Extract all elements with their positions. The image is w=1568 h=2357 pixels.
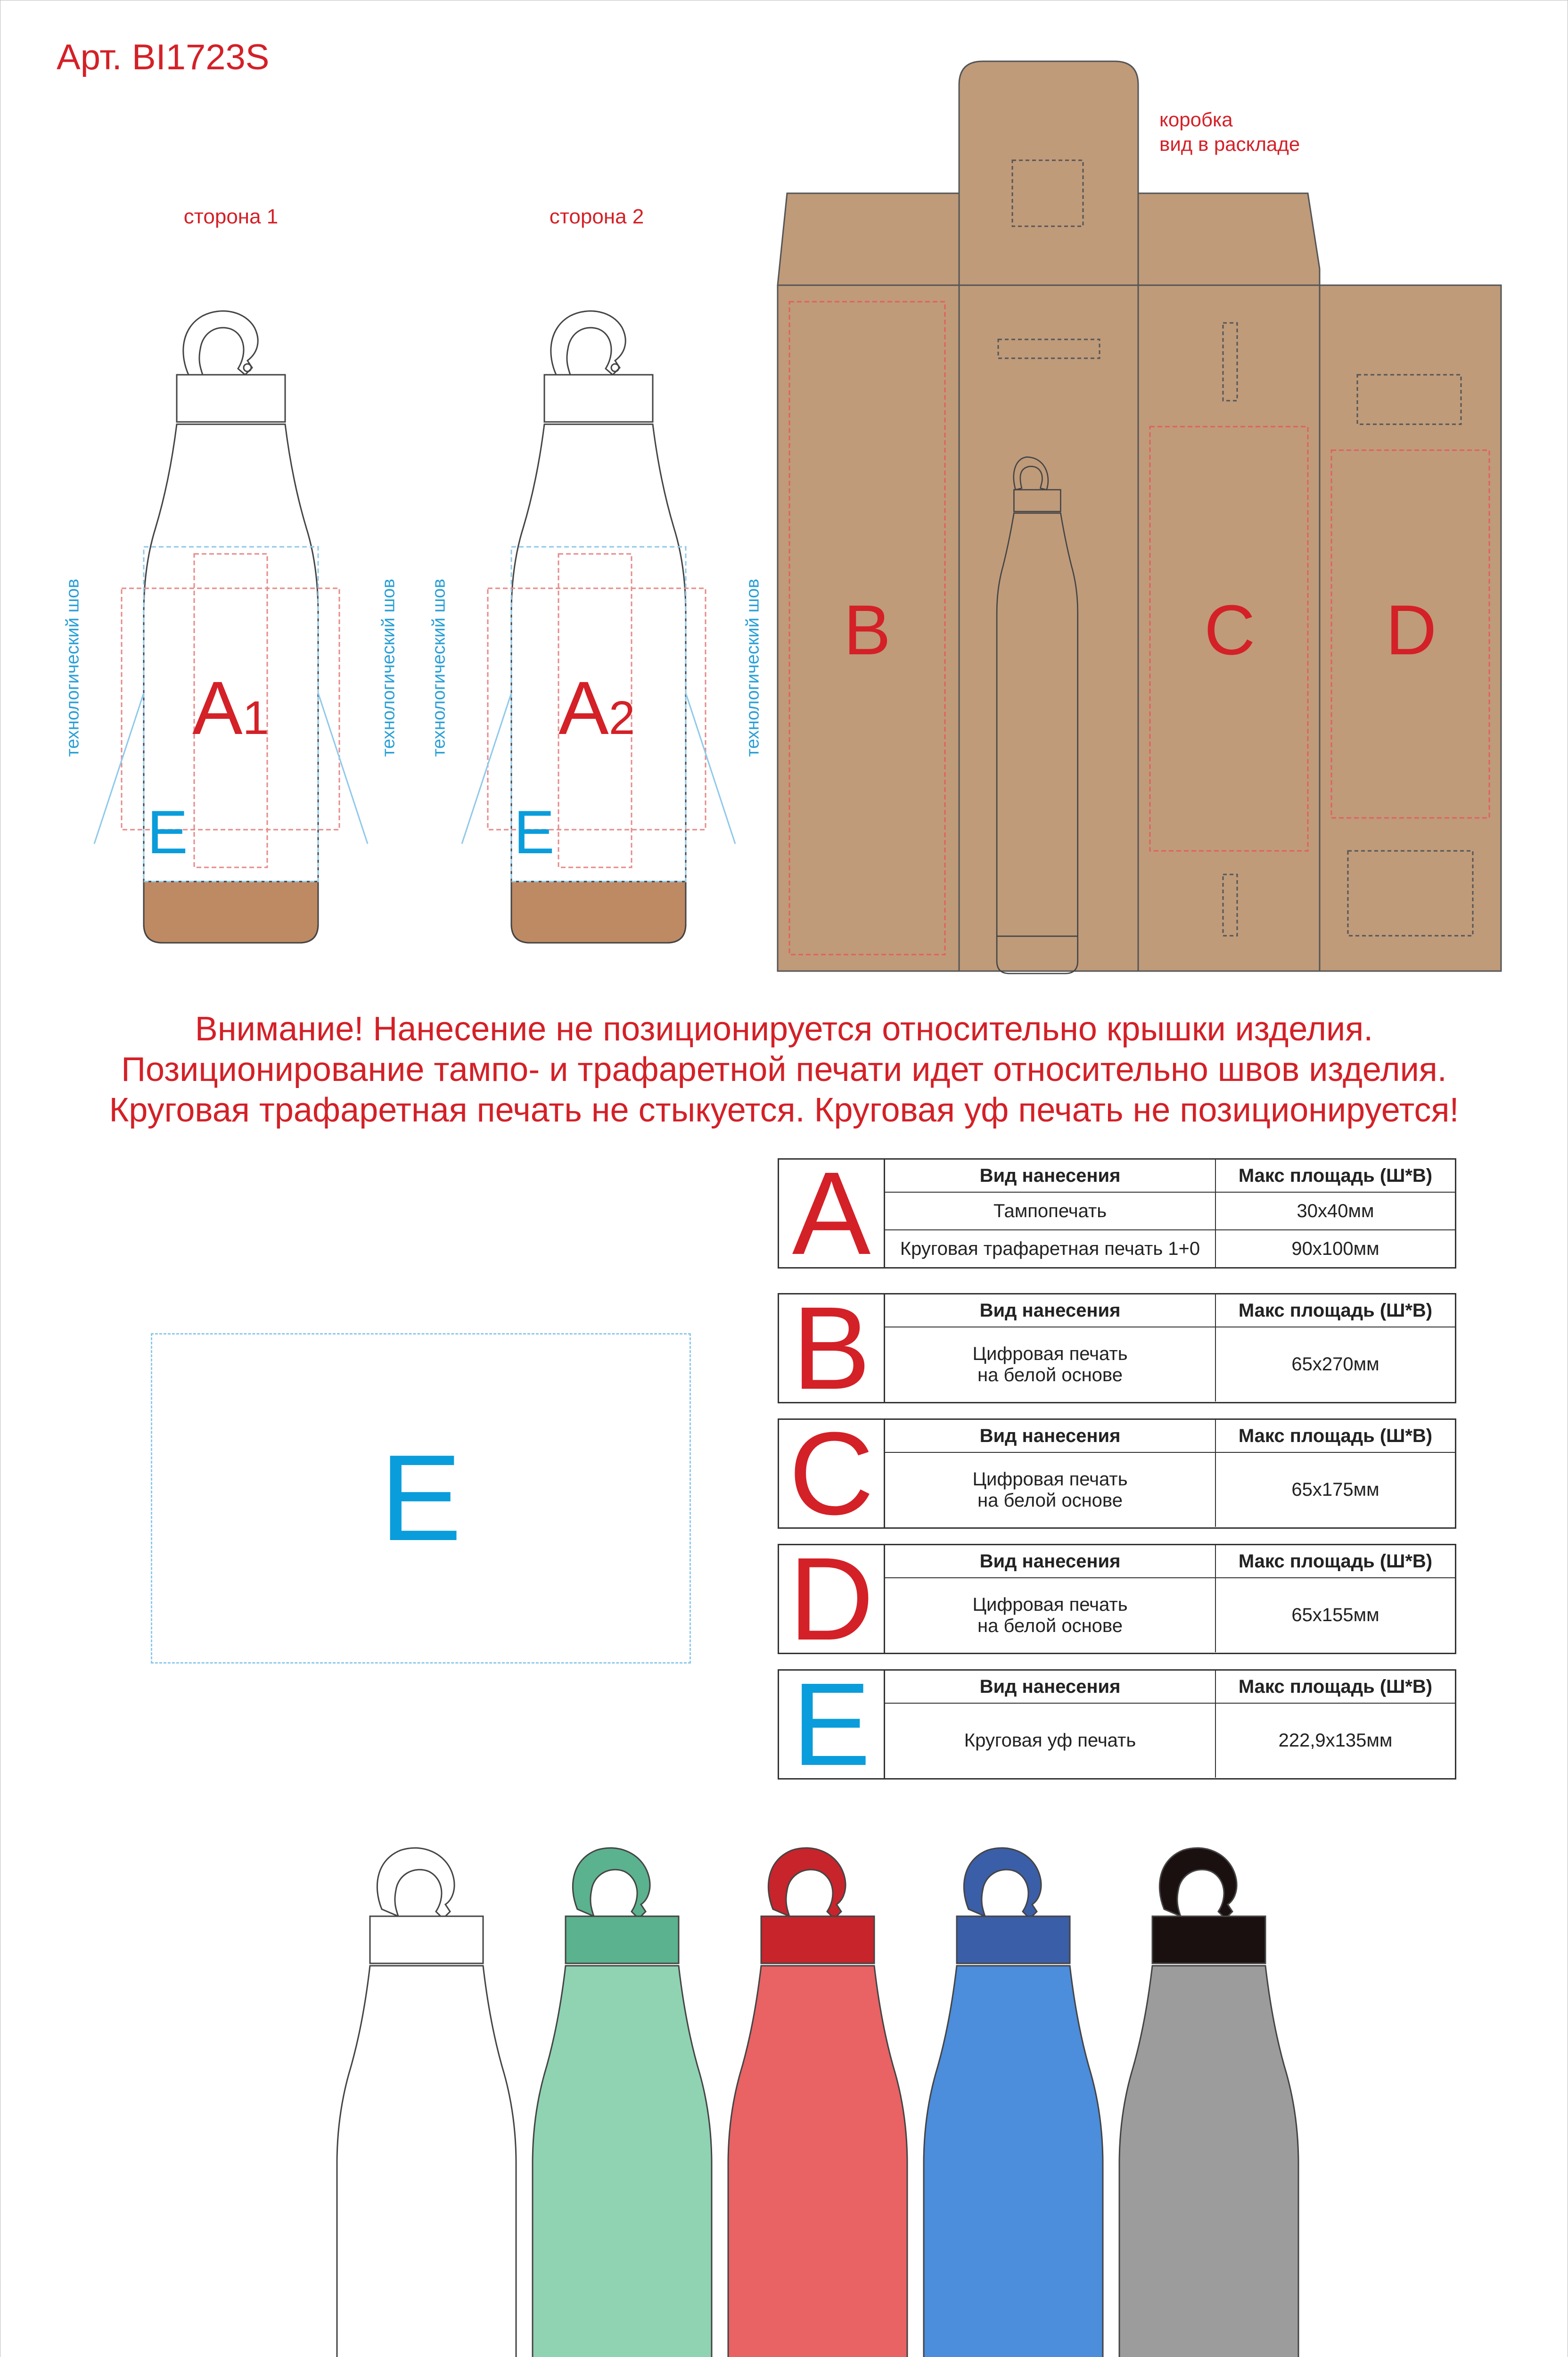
table-d-row1-method: Цифровая печать на белой основе — [885, 1578, 1216, 1652]
side-1-label: сторона 1 — [183, 205, 279, 228]
box-label-line1: коробка — [1159, 108, 1233, 131]
bottle-variant-1 — [337, 1848, 516, 2357]
table-d-header-area: Макс площадь (Ш*В) — [1238, 1550, 1433, 1572]
bottle-variant-3 — [728, 1848, 907, 2357]
table-e-row1-area: 222,9x135мм — [1278, 1730, 1393, 1751]
handle — [1159, 1848, 1237, 1919]
table-a-row2-area: 90x100мм — [1291, 1238, 1379, 1259]
body — [337, 1966, 516, 2357]
table-e-row1-method: Круговая уф печать — [885, 1704, 1216, 1778]
bottle-variant-2 — [533, 1848, 712, 2357]
cap — [370, 1916, 483, 1963]
table-a-header-method: Вид нанесения — [885, 1160, 1216, 1192]
cap — [761, 1916, 874, 1963]
seam-label-2: технологический шов — [378, 578, 399, 757]
table-b — [778, 1282, 1456, 1414]
body — [533, 1966, 712, 2357]
body — [924, 1966, 1103, 2357]
table-a-letter: A — [779, 1160, 885, 1267]
seam-label-3: технологический шов — [429, 578, 449, 757]
bottle-variant-4 — [924, 1848, 1103, 2357]
zone-e-area — [151, 1333, 691, 1664]
cap — [957, 1916, 1070, 1963]
warning-line-2: Позиционирование тампо- и трафаретной печати идет относительно швов изделия. — [121, 1051, 1447, 1088]
handle — [964, 1848, 1041, 1919]
table-a-header-area: Макс площадь (Ш*В) — [1238, 1165, 1433, 1186]
table-e-letter: E — [779, 1671, 885, 1778]
handle — [377, 1848, 454, 1919]
cap — [566, 1916, 679, 1963]
table-e — [778, 1658, 1456, 1790]
table-a-row1-area: 30x40мм — [1297, 1200, 1374, 1221]
zone-e-label-side-1: E — [147, 798, 188, 866]
table-a — [778, 1147, 1456, 1279]
table-c-letter: C — [779, 1420, 885, 1527]
bottle-variant-5 — [1119, 1848, 1298, 2357]
table-c-header-area: Макс площадь (Ш*В) — [1238, 1425, 1433, 1446]
zone-d-label: D — [1386, 590, 1437, 669]
table-c-header-method: Вид нанесения — [885, 1420, 1216, 1452]
box-label-line2: вид в раскладе — [1159, 133, 1300, 155]
zone-a2-label: A2 — [558, 666, 635, 750]
table-b-header-method: Вид нанесения — [885, 1294, 1216, 1327]
cap — [1152, 1916, 1265, 1963]
zone-e-big-label: E — [380, 1430, 462, 1566]
table-b-letter: B — [779, 1294, 885, 1402]
table-e-header-method: Вид нанесения — [885, 1671, 1216, 1703]
zone-c-label: C — [1204, 590, 1256, 669]
body — [1119, 1966, 1298, 2357]
zone-a1-label: A1 — [192, 666, 269, 750]
table-b-row1-method: Цифровая печать на белой основе — [885, 1327, 1216, 1401]
table-e-header-area: Макс площадь (Ш*В) — [1238, 1676, 1433, 1697]
table-d-header-method: Вид нанесения — [885, 1545, 1216, 1577]
body — [728, 1966, 907, 2357]
table-c-row1-method: Цифровая печать на белой основе — [885, 1453, 1216, 1527]
technical-drawing — [0, 0, 1568, 990]
table-a-row1-method: Тампопечать — [885, 1193, 1216, 1229]
table-b-header-area: Макс площадь (Ш*В) — [1238, 1300, 1433, 1321]
box-layout — [778, 61, 1501, 973]
seam-label-4: технологический шов — [743, 578, 763, 757]
table-c-row1-area: 65x175мм — [1291, 1479, 1379, 1500]
zone-b-label: B — [844, 590, 891, 669]
seam-label-1: технологический шов — [63, 578, 83, 757]
table-d — [778, 1533, 1456, 1665]
warning-line-3: Круговая трафаретная печать не стыкуется. Круговая уф печать не позиционируется! — [109, 1091, 1459, 1129]
table-a-row2-method: Круговая трафаретная печать 1+0 — [885, 1230, 1216, 1267]
table-d-letter: D — [779, 1545, 885, 1653]
table-c — [778, 1408, 1456, 1539]
article-title: Арт. BI1723S — [57, 37, 270, 77]
table-d-row1-area: 65x155мм — [1291, 1605, 1379, 1625]
handle — [573, 1848, 650, 1919]
warning-text — [0, 1009, 1568, 1130]
table-b-row1-area: 65x270мм — [1291, 1354, 1379, 1375]
bottle-side-2 — [462, 311, 735, 943]
color-variants — [0, 1815, 1568, 2357]
handle — [768, 1848, 846, 1919]
zone-e-label-side-2: E — [514, 798, 555, 866]
side-2-label: сторона 2 — [549, 205, 644, 228]
bottle-side-1 — [94, 311, 368, 943]
warning-line-1: Внимание! Нанесение не позиционируется относительно крышки изделия. — [195, 1010, 1373, 1048]
